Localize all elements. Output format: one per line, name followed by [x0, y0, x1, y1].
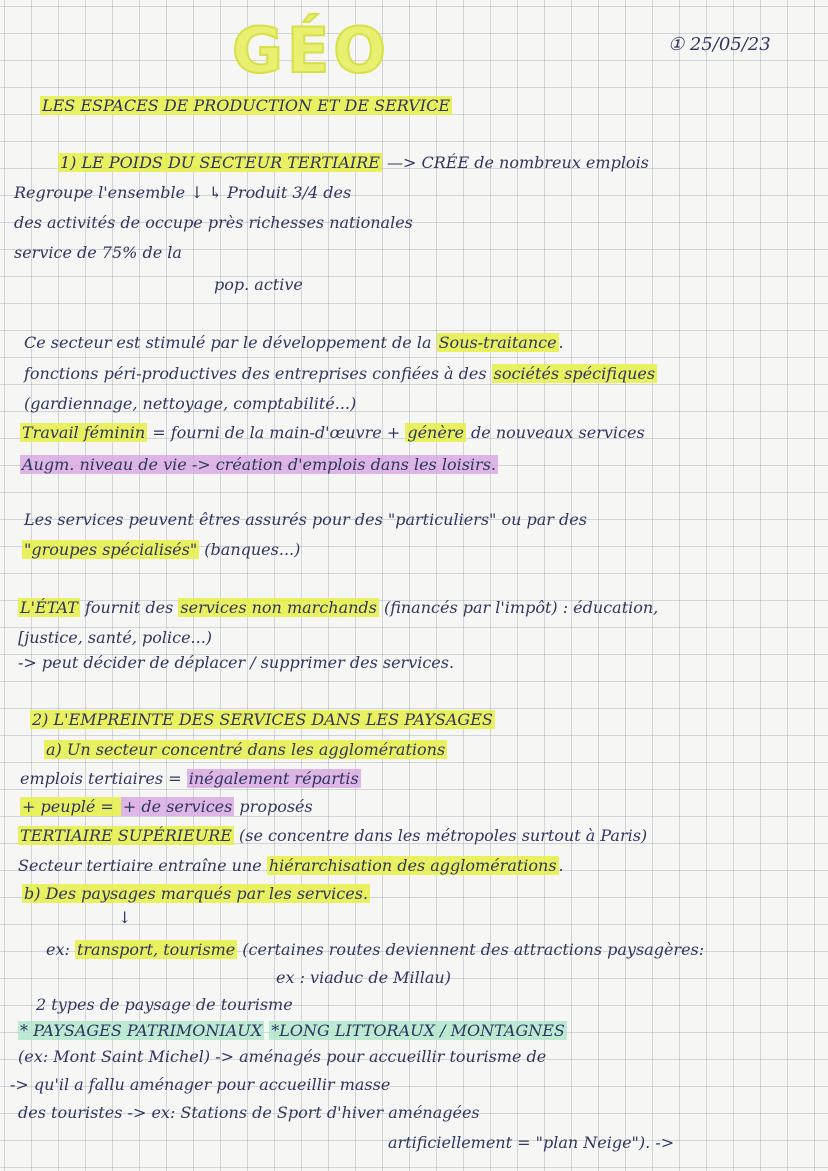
note-text: Ce secteur est stimulé par le développement de la [24, 333, 437, 352]
date-label: ① 25/05/23 [668, 34, 771, 55]
note-line [20, 769, 361, 789]
note-line [24, 394, 356, 414]
highlighted-text: + de services [122, 797, 233, 816]
note-line [18, 653, 454, 673]
note-line [40, 96, 452, 116]
highlighted-text: Sous-traitance [438, 333, 557, 352]
note-line [14, 213, 413, 233]
note-line [20, 797, 313, 817]
note-line [24, 333, 564, 353]
note-text: —> CRÉE de nombreux emplois [381, 153, 649, 172]
note-line [388, 1133, 674, 1153]
note-line [44, 740, 447, 760]
note-line [18, 1103, 480, 1123]
note-text: (se concentre dans les métropoles surtout à Paris) [233, 826, 648, 845]
note-text: (financés par l'impôt) : éducation, [378, 598, 659, 617]
highlighted-text: Travail féminin [22, 423, 146, 442]
note-text: Regroupe l'ensemble ↓ ↳ Produit 3/4 des [14, 183, 352, 202]
note-text: des activités de occupe près richesses nationales [14, 213, 413, 232]
highlighted-text: services non marchands [180, 598, 377, 617]
note-text: des touristes -> ex: Stations de Sport d'hiver aménagées [18, 1103, 480, 1122]
highlighted-text: TERTIAIRE SUPÉRIEURE [20, 826, 232, 845]
note-text: ex : viaduc de Millau) [276, 968, 451, 987]
note-line [18, 628, 212, 648]
note-line [14, 243, 182, 263]
highlighted-text: sociétés spécifiques [493, 364, 656, 383]
note-line [14, 183, 351, 203]
highlighted-text: * PAYSAGES PATRIMONIAUX [20, 1021, 263, 1040]
highlighted-text: a) Un secteur concentré dans les agglomérations [46, 740, 446, 759]
note-text: proposés [234, 797, 313, 816]
note-line [22, 884, 370, 904]
note-line [18, 598, 658, 618]
highlighted-text: hiérarchisation des agglomérations [268, 856, 557, 875]
note-text: = fourni de la main-d'œuvre + [147, 423, 406, 442]
highlighted-text: 2) L'EMPREINTE DES SERVICES DANS LES PAYSAGES [32, 710, 493, 729]
note-line [20, 423, 645, 443]
note-text: fournit des [79, 598, 179, 617]
note-line [214, 275, 303, 295]
highlighted-text: transport, tourisme [76, 940, 236, 959]
highlighted-text: *LONG LITTORAUX / MONTAGNES [271, 1021, 565, 1040]
highlighted-text: LES ESPACES DE PRODUCTION ET DE SERVICE [42, 96, 451, 115]
note-text: artificiellement = "plan Neige"). -> [388, 1133, 675, 1152]
arrow-down-icon: ↓ [118, 908, 132, 927]
note-text: (gardiennage, nettoyage, comptabilité...) [24, 394, 357, 413]
note-text: Secteur tertiaire entraîne une [18, 856, 267, 875]
note-text: fonctions péri-productives des entreprises confiées à des [24, 364, 492, 383]
page-title: GÉO [232, 14, 390, 87]
highlighted-text: b) Des paysages marqués par les services. [24, 884, 369, 903]
highlighted-text: génère [407, 423, 464, 442]
note-text: ex: [46, 940, 75, 959]
note-line [18, 1047, 546, 1067]
note-line [24, 364, 657, 384]
note-line [58, 153, 649, 173]
highlighted-text: 1) LE POIDS DU SECTEUR TERTIAIRE [60, 153, 380, 172]
note-line [10, 1075, 390, 1095]
note-text: (banques...) [199, 540, 301, 559]
note-line [22, 540, 300, 560]
note-text: de nouveaux services [465, 423, 645, 442]
note-text: 2 types de paysage de tourisme [36, 995, 293, 1014]
note-text: -> peut décider de déplacer / supprimer des services. [18, 653, 455, 672]
note-line [18, 1021, 567, 1041]
note-line [18, 856, 564, 876]
note-line [36, 995, 293, 1015]
note-text: . [558, 856, 564, 875]
highlighted-text: inégalement répartis [188, 769, 359, 788]
highlighted-text: Augm. niveau de vie -> création d'emplois dans les loisirs. [22, 455, 496, 474]
note-text: emplois tertiaires = [20, 769, 187, 788]
note-line [24, 510, 587, 530]
note-text: [justice, santé, police...) [18, 628, 213, 647]
note-text: Les services peuvent êtres assurés pour des "particuliers" ou par des [24, 510, 587, 529]
note-line [20, 455, 498, 475]
note-text: (certaines routes deviennent des attractions paysagères: [237, 940, 705, 959]
note-line [18, 826, 647, 846]
highlighted-text: "groupes spécialisés" [24, 540, 198, 559]
highlighted-text: + peuplé = [22, 797, 119, 816]
note-text: . [558, 333, 564, 352]
note-text: pop. active [214, 275, 303, 294]
note-line [46, 940, 704, 960]
note-text: service de 75% de la [14, 243, 182, 262]
highlighted-text: L'ÉTAT [20, 598, 78, 617]
note-line [30, 710, 495, 730]
note-text: (ex: Mont Saint Michel) -> aménagés pour accueillir tourisme de [18, 1047, 547, 1066]
note-text: -> qu'il a fallu aménager pour accueillir masse [10, 1075, 391, 1094]
note-line [276, 968, 451, 988]
